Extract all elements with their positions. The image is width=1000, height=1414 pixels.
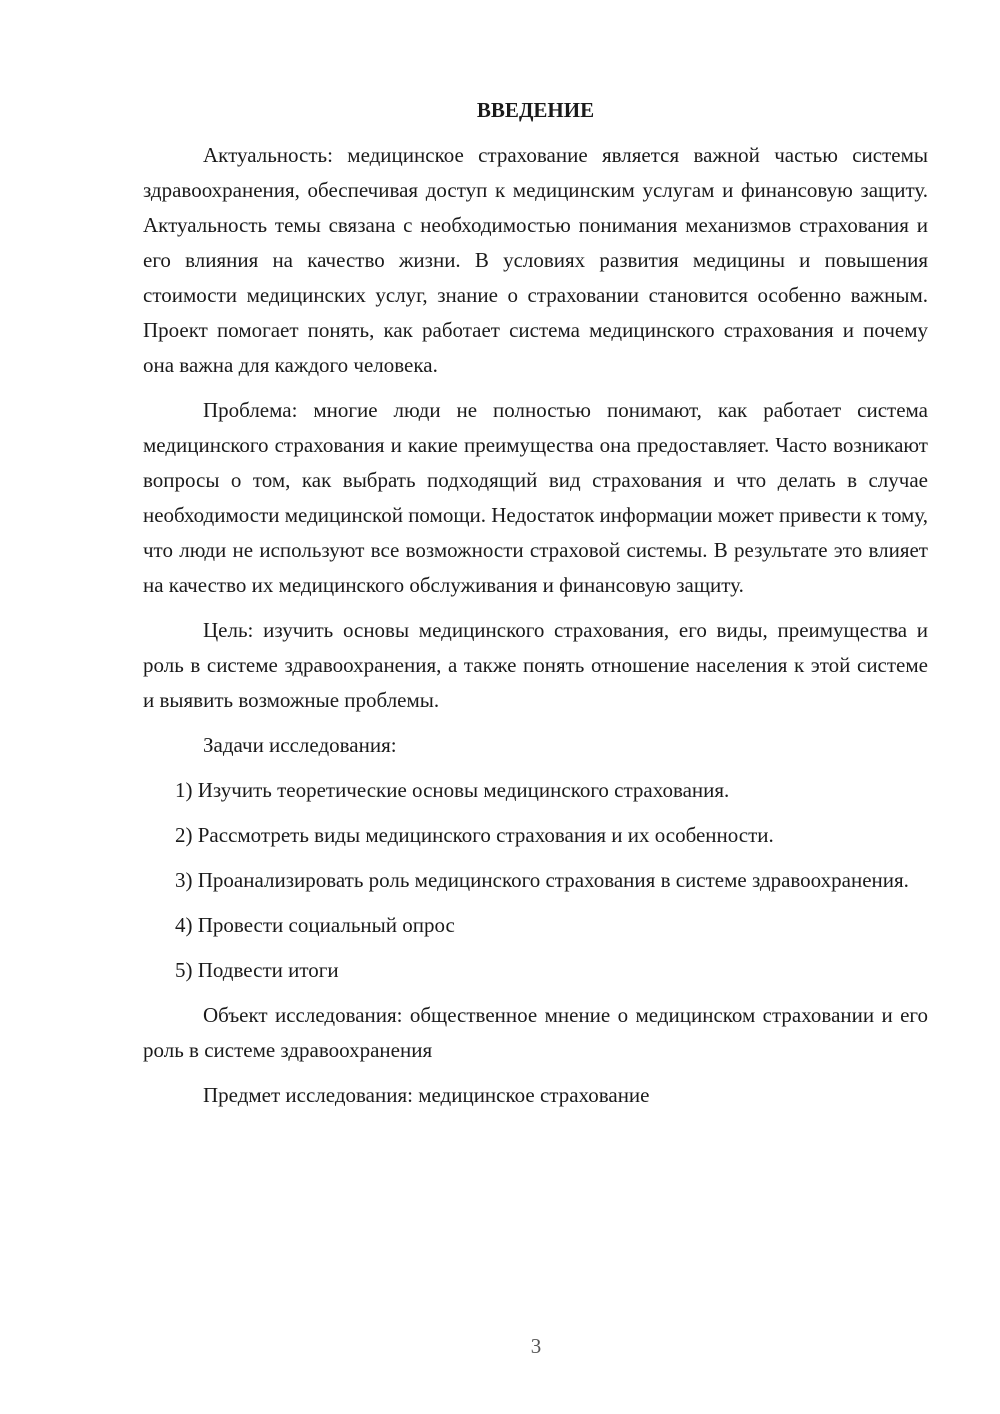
problem-paragraph: Проблема: многие люди не полностью понимают, как работает система медицинского страхования и какие преимущества она предоставляет. Часто возникают вопросы о том, как выбрать подходящий вид страхования и что делать в случае необходимости медицинской помощи. Недостаток информации может привести к тому, что люди не используют все возможности страховой системы. В результате это влияет на качество их медицинского обслуживания и финансовую защиту.	[143, 398, 928, 597]
task-item-3: 3) Проанализировать роль медицинского страхования в системе здравоохранения.	[175, 868, 909, 892]
object-paragraph: Объект исследования: общественное мнение о медицинском страховании и его роль в системе здравоохранения	[143, 1003, 928, 1062]
task-item-4: 4) Провести социальный опрос	[175, 913, 455, 937]
page-number: 3	[530, 1334, 542, 1358]
relevance-paragraph: Актуальность: медицинское страхование является важной частью системы здравоохранения, обеспечивая доступ к медицинским услугам и финансовую защиту. Актуальность темы связана с необходимостью понимания механизмов страхования и его влияния на качество жизни. В условиях развития медицины и повышения стоимости медицинских услуг, знание о страховании становится особенно важным. Проект помогает понять, как работает система медицинского страхования и почему она важна для каждого человека.	[143, 143, 928, 377]
goal-paragraph: Цель: изучить основы медицинского страхования, его виды, преимущества и роль в системе здравоохранения, а также понять отношение населения к этой системе и выявить возможные проблемы.	[143, 618, 928, 712]
tasks-heading: Задачи исследования:	[203, 733, 397, 757]
page-content	[143, 93, 928, 1123]
task-item-1: 1) Изучить теоретические основы медицинского страхования.	[175, 778, 730, 802]
section-heading: ВВЕДЕНИЕ	[476, 98, 595, 122]
task-item-2: 2) Рассмотреть виды медицинского страхования и их особенности.	[175, 823, 774, 847]
subject-paragraph: Предмет исследования: медицинское страхование	[203, 1083, 650, 1107]
task-item-5: 5) Подвести итоги	[175, 958, 339, 982]
